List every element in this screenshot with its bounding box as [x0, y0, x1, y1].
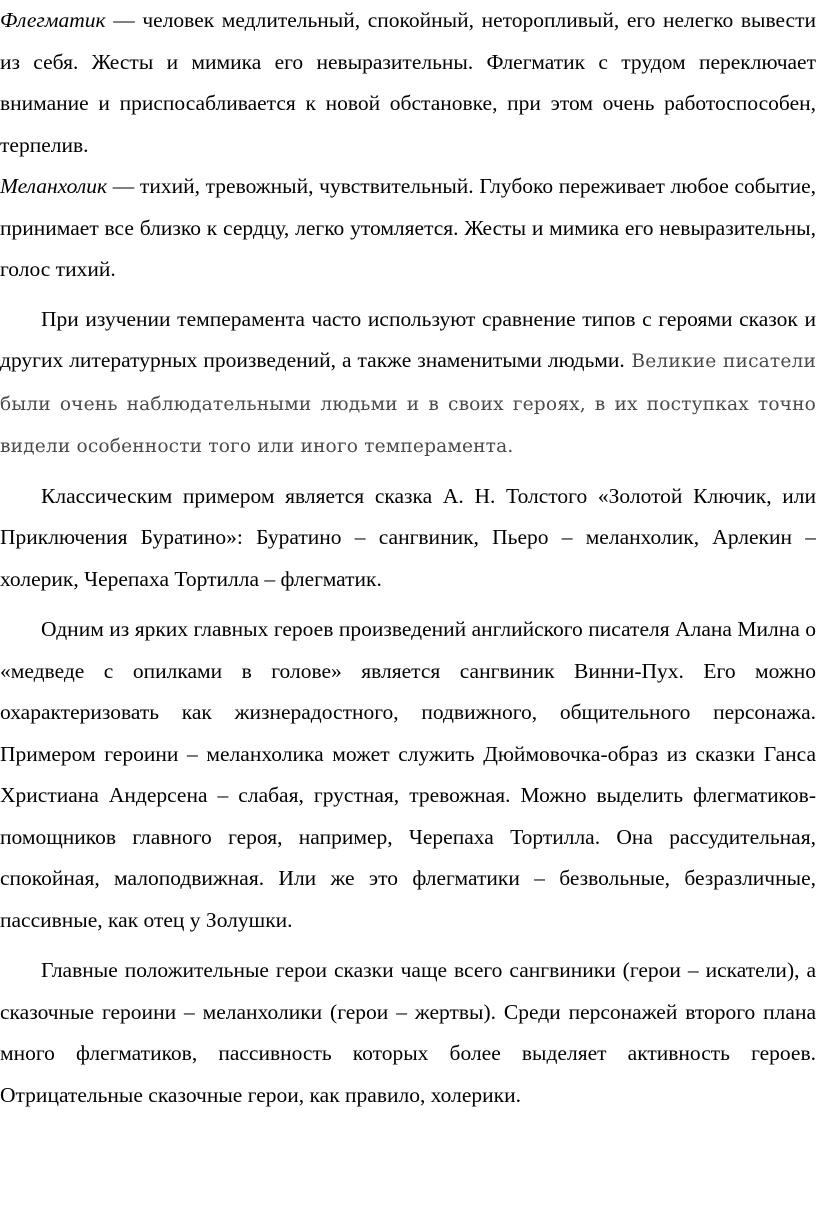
paragraph-melancholic — [0, 166, 816, 291]
paragraph-temperament-study-text: При изучении темперамента часто используют сравнение типов с героями сказок и других литературных произведений, а также знаменитыми людьми. — [0, 306, 816, 372]
paragraph-melancholic-text: — тихий, тревожный, чувствительный. Глубоко переживает любое событие, принимает все близко к сердцу, легко утомляется. Жесты и мимика его невыразительны, голос тихий. — [0, 174, 816, 281]
paragraph-fairy-heroes — [0, 950, 816, 1116]
term-melancholic: Меланхолик — [0, 174, 108, 198]
paragraph-buratino-example — [0, 476, 816, 601]
paragraph-milne-example — [0, 609, 816, 941]
paragraph-milne-text: Одним из ярких главных героев произведений английского писателя Алана Милна о «медведе с опилками в голове» является сангвиник Винни-Пух. Его можно охарактеризовать как жизнерадостного, подвижного, общительного персонажа. Примером героини – меланхолика может служить Дюймовочка-образ из сказки Ганса Христиана Андерсена – слабая, грустная, тревожная. Можно выделить флегматиков-помощников главного героя, например, Черепаха Тортилла. Она рассудительная, спокойная, малоподвижная. Или же это флегматики – безвольные, безразличные, пассивные, как отец у Золушки. — [0, 617, 816, 932]
paragraph-buratino-text: Классическим примером является сказка А. Н. Толстого «Золотой Ключик, или Приключения Буратино»: Буратино – сангвиник, Пьеро – меланхолик, Арлекин – холерик, Черепаха Тортилла – флегматик. — [0, 483, 816, 591]
paragraph-phlegmatic — [0, 0, 816, 166]
paragraph-phlegmatic-text: — человек медлительный, спокойный, неторопливый, его нелегко вывести из себя. Жесты и мимика его невыразительны. Флегматик с трудом переключает внимание и приспосабливается к новой обстановке, при этом очень работоспособен, терпелив. — [0, 8, 816, 157]
paragraph-writers-text: Великие писатели были очень наблюдательными людьми и в своих героях, в их поступках точно видели особенности того или иного темперамента. — [0, 351, 816, 457]
paragraph-temperament-study — [0, 299, 816, 468]
term-phlegmatic: Флегматик — [0, 8, 106, 32]
paragraph-fairy-heroes-text: Главные положительные герои сказки чаще всего сангвиники (герои – искатели), а сказочные героини – меланхолики (герои – жертвы). Среди персонажей второго плана много флегматиков, пассивность которых более выделяет активность героев. Отрицательные сказочные герои, как правило, холерики. — [0, 958, 816, 1107]
